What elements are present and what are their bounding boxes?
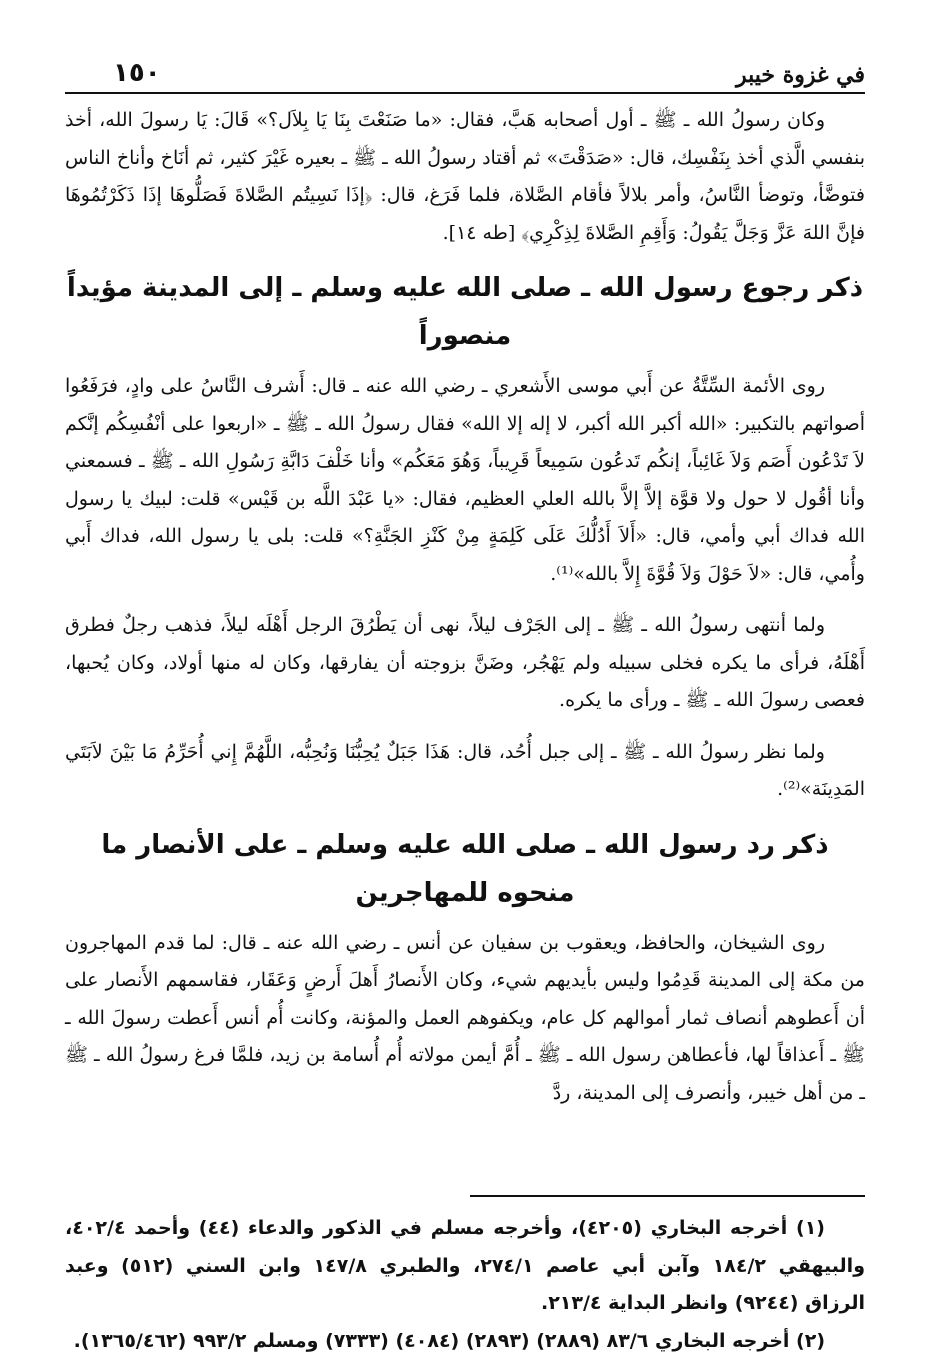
section-heading: ذكر رجوع رسول الله ـ صلى الله عليه وسلم ـ إلى المدينة مؤيداً منصوراً	[66, 273, 864, 351]
footnote-rule	[470, 1195, 865, 1197]
page-body	[65, 102, 865, 1112]
paragraph: روى الأئمة السِّتَّةُ عن أَبي موسى الأَشعري ـ رضي الله عنه ـ قال: أَشرف النَّاسُ على وادٍ، فرَفَعُوا أصواتهم بالتكبير: «الله أكبر الله أكبر، لا إله إلا الله» فقال رسولُ الله ـ ﷺ ـ «اربعوا على أنْفُسِكُم إنَّكم لاَ تَدْعُون أَصَم وَلاَ غَائِباً، إنكُم تَدعُون سَمِيعاً قَرِيباً، وَهُوَ مَعَكُم» وأنا خَلْفَ دَابَّةِ رَسُولِ الله ـ ﷺ ـ فسمعني وأنا أقُول لا حول ولا قوَّة إلاَّ إلاَّ بالله العلي العظيم، فقال: «يا عَبْدَ اللَّه بن قَيْس» قلت: لبيك يا رسول الله فداك أبي وأمي، قال: «أَلاَ أَدُلُّكَ عَلَى كَلِمَةٍ مِنْ كَنْزِ الجَنَّةِ؟» قلت: بلى يا رسول الله، فداك أَبي وأُمي، قال: «لاَ حَوْلَ وَلاَ قُوَّةَ إِلاَّ بالله»⁽¹⁾.	[65, 375, 865, 585]
paragraph: روى الشيخان، والحافظ، ويعقوب بن سفيان عن أنس ـ رضي الله عنه ـ قال: لما قدم المهاجرون من مكة إلى المدينة قَدِمُوا وليس بأيديهم شيء، وكان الأَنصارُ أَهلَ أَرضٍ وَعَقَار، فقاسمهم الأَنصار على أن أَعطوهم أنصاف ثمار أموالهم كل عام، ويكفوهم العمل والمؤنة، وكانت أُم أنس أَعطت رسولَ الله ـ ﷺ ـ أَعذاقاً لها، فأعطاهن رسول الله ـ ﷺ ـ أُمَّ أيمن مولاته أُم أُسامة بن زيد، فلمَّا فرغ رسولُ الله ـ ﷺ ـ من أهل خيبر، وأنصرف إلى المدينة، ردَّ	[65, 931, 865, 1104]
page-number: ١٥٠	[113, 58, 161, 88]
footnote: (١) أخرجه البخاري (٤٢٠٥)، وأخرجه مسلم في الذكور والدعاء (٤٤) وأحمد ٤٠٢/٤، والبيهقي ١٨٤/٢ وآبن أبي عاصم ٢٧٤/١، والطبري ١٤٧/٨ وابن السني (٥١٢) وعبد الرزاق (٩٢٤٤) وانظر البداية ٢١٣/٤.	[65, 1217, 866, 1314]
footnotes	[65, 1210, 865, 1360]
footnote: (٢) أخرجه البخاري ٨٣/٦ (٢٨٨٩) (٢٨٩٣) (٤٠٨٤) (٧٣٣٣) ومسلم ٩٩٣/٢ (١٣٦٥/٤٦٢).	[73, 1329, 825, 1352]
running-title: في غزوة خيبر	[736, 62, 865, 88]
paragraph-gap	[65, 720, 865, 734]
paragraph: ولما نظر رسولُ الله ـ ﷺ ـ إلى جبل أُحُد، قال: هَذَا جَبَلٌ يُحِبُّنَا وَنُحِبُّه، اللَّهُمَّ إِني أُحَرِّمُ مَا بَيْنَ لاَبَتَي المَدِينَة»⁽²⁾.	[65, 740, 865, 800]
page-header	[65, 42, 865, 88]
paragraph: وكان رسولُ الله ـ ﷺ ـ أول أصحابه هَبَّ، فقال: «ما صَنَعْتَ بِنَا يَا بِلاَل؟» قَالَ: يَا رسولَ الله، أخذ بنفسي الَّذي أخذ بِنَفْسِك، قال: «صَدَقْتَ» ثم أقتاد رسولُ الله ـ ﷺ ـ بعيره غَيْرَ كثير، ثم أنَاخ وأناخ الناس فتوضَّأ، وتوضأ النَّاسُ، وأمر بلالاً فأقام الصَّلاة، فلما فَرَغ، قال: ﴿إذَا نَسِيتُم الصَّلاةَ فَصَلُّوهَا إذَا ذَكَرْتُمُوهَا فإنَّ اللهَ عَزَّ وَجَلَّ يَقُولُ: وَأَقِمِ الصَّلاةَ لِذِكْرِي﴾ [طه ١٤].	[65, 109, 865, 244]
header-rule	[65, 92, 865, 94]
paragraph: ولما أنتهى رسولُ الله ـ ﷺ ـ إلى الجَرْف ليلاً، نهى أن يَطْرُقَ الرجل أَهْلَه ليلاً، فذهب رجلٌ فطرق أَهْلَهُ، فرأى ما يكره فخلى سبيله ولم يَهْجُر، وضَنَّ بزوجته أن يفارقها، وكان له منها أولاد، وكان يُحبها، فعصى رسولَ الله ـ ﷺ ـ ورأى ما يكره.	[65, 614, 865, 711]
paragraph-gap	[65, 593, 865, 607]
section-heading: ذكر رد رسول الله ـ صلى الله عليه وسلم ـ على الأنصار ما منحوه للمهاجرين	[101, 829, 829, 908]
